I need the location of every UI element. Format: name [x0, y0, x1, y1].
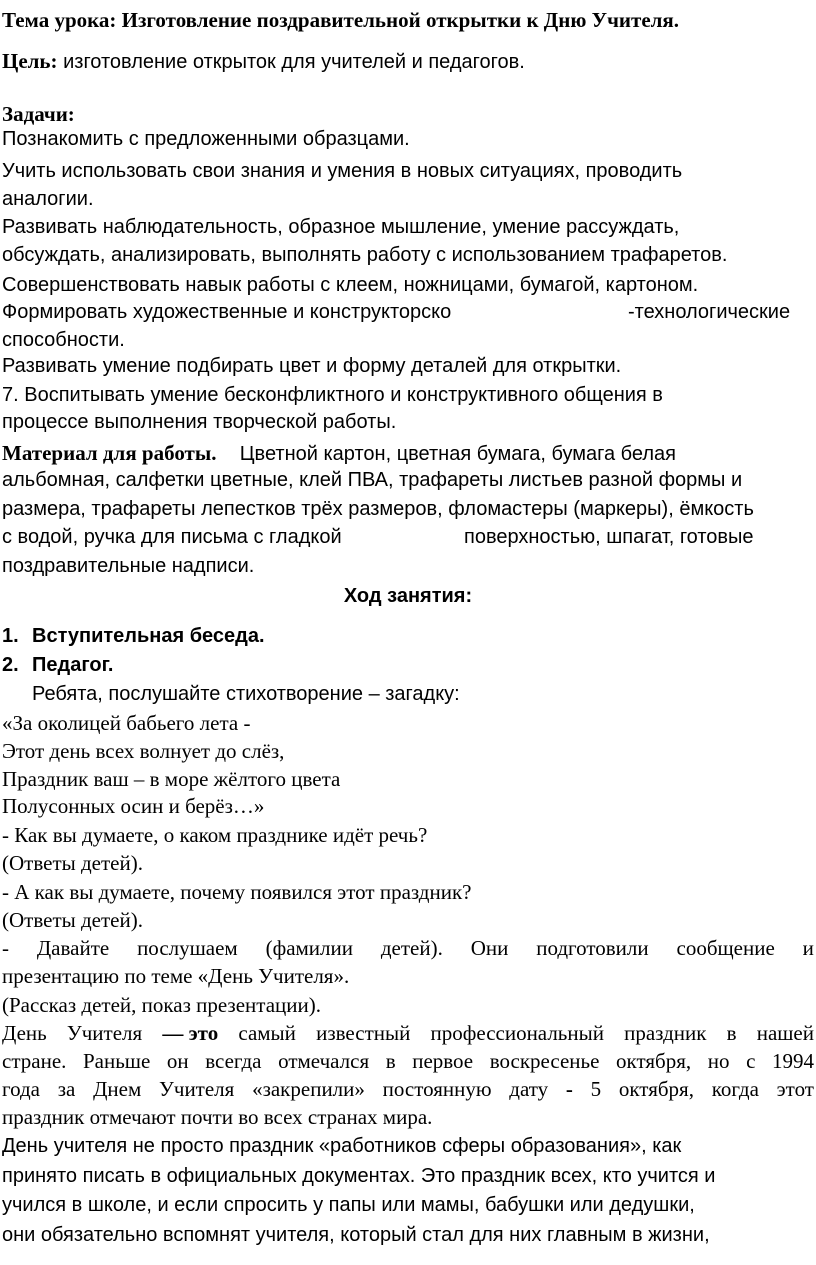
word: известный [316, 1021, 411, 1045]
word: когда [711, 1077, 759, 1101]
paragraph-line: презентацию по теме «День Учителя». [2, 964, 350, 988]
word: октября, [618, 1077, 694, 1101]
answer: (Ответы детей). [2, 851, 143, 875]
word: дату [509, 1077, 549, 1101]
task-line: процессе выполнения творческой работы. [2, 411, 397, 433]
tasks-heading: Задачи: [2, 102, 75, 126]
question: - Как вы думаете, о каком празднике идёт речь? [2, 823, 428, 847]
word: с [746, 1049, 756, 1073]
poem-line: «За околицей бабьего лета - [2, 711, 251, 735]
word: октября, [616, 1049, 692, 1073]
word: этот [776, 1077, 814, 1101]
materials-text: размера, трафареты лепестков трёх размеров, фломастеры (маркеры), ёмкость [2, 498, 754, 520]
word: - [565, 1077, 573, 1101]
task-line: Развивать наблюдательность, образное мышление, умение рассуждать, [2, 216, 680, 238]
word: но [707, 1049, 730, 1073]
justified-line [2, 1020, 814, 1046]
word: — это [162, 1021, 219, 1045]
word: «закрепили» [252, 1077, 365, 1101]
word: праздник [624, 1021, 707, 1045]
word: Давайте [36, 936, 110, 960]
word: детей). [380, 936, 443, 960]
word: нашей [756, 1021, 814, 1045]
task-line: Формировать художественные и конструкторско [2, 301, 452, 323]
word: 1994 [771, 1049, 814, 1073]
word: в [726, 1021, 737, 1045]
task-line: обсуждать, анализировать, выполнять работу с использованием трафаретов. [2, 244, 728, 266]
step-number: 2. [2, 654, 19, 676]
materials-label: Материал для работы. [2, 441, 217, 465]
answer: (Ответы детей). [2, 908, 143, 932]
word: (фамилии [265, 936, 353, 960]
word: он [166, 1049, 189, 1073]
paragraph-line: учился в школе, и если спросить у папы или мамы, бабушки или дедушки, [2, 1194, 695, 1216]
task-line-continuation: -технологические [628, 301, 791, 323]
word: Раньше [82, 1049, 151, 1073]
step-number: 1. [2, 625, 19, 647]
materials-text: поверхностью, шпагат, готовые [464, 526, 754, 548]
paragraph-line: День учителя не просто праздник «работников сферы образования», как [2, 1135, 682, 1157]
word: и [802, 936, 814, 960]
task-line: Совершенствовать навык работы с клеем, ножницами, бумагой, картоном. [2, 274, 699, 296]
paragraph-line: принято писать в официальных документах. Это праздник всех, кто учится и [2, 1165, 716, 1187]
poem-line: Праздник ваш – в море жёлтого цвета [2, 767, 341, 791]
materials-text: Цветной картон, цветная бумага, бумага белая [239, 443, 676, 465]
goal-text: изготовление открыток для учителей и педагогов. [57, 51, 525, 73]
task-line: аналогии. [2, 188, 94, 210]
task-line: Учить использовать свои знания и умения в новых ситуациях, проводить [2, 160, 683, 182]
word: в [385, 1049, 396, 1073]
materials-text: с водой, ручка для письма с гладкой [2, 526, 342, 548]
justified-line [2, 935, 814, 961]
word: воскресенье [489, 1049, 600, 1073]
question: - А как вы думаете, почему появился этот праздник? [2, 880, 472, 904]
word: стране. [2, 1049, 67, 1073]
word: 5 [590, 1077, 602, 1101]
lesson-step [2, 623, 265, 649]
word: постоянную [382, 1077, 492, 1101]
poem-line: Этот день всех волнует до слёз, [2, 739, 285, 763]
poem-intro: Ребята, послушайте стихотворение – загадку: [32, 683, 460, 705]
step-text: Педагог. [32, 654, 114, 676]
paragraph-line: (Рассказ детей, показ презентации). [2, 993, 321, 1017]
word: - [2, 936, 9, 960]
task-line: способности. [2, 329, 125, 351]
goal-label: Цель: [2, 49, 58, 73]
word: отмечался [278, 1049, 370, 1073]
word: Они [470, 936, 509, 960]
materials-line [2, 440, 676, 467]
word: первое [412, 1049, 474, 1073]
task-line: Познакомить с предложенными образцами. [2, 128, 410, 150]
word: профессиональный [430, 1021, 604, 1045]
word: года [2, 1077, 40, 1101]
justified-line [2, 1076, 814, 1102]
justified-line [2, 1048, 814, 1074]
goal-line [2, 48, 525, 75]
paragraph-line: праздник отмечают почти во всех странах мира. [2, 1105, 433, 1129]
poem-line: Полусонных осин и берёз…» [2, 794, 265, 818]
word: самый [238, 1021, 296, 1045]
step-text: Вступительная беседа. [32, 625, 265, 647]
task-line: Развивать умение подбирать цвет и форму деталей для открытки. [2, 355, 622, 377]
word: подготовили [536, 936, 649, 960]
word: за [57, 1077, 76, 1101]
lesson-topic: Тема урока: Изготовление поздравительной открытки к Дню Учителя. [2, 8, 680, 32]
task-line: 7. Воспитывать умение бесконфликтного и конструктивного общения в [2, 384, 663, 406]
paragraph-line: они обязательно вспомнят учителя, который стал для них главным в жизни, [2, 1224, 710, 1246]
lesson-heading: Ход занятия: [343, 585, 473, 607]
lesson-step [2, 652, 113, 678]
word: Учителя [159, 1077, 235, 1101]
word: День [2, 1021, 47, 1045]
word: Днем [93, 1077, 142, 1101]
materials-text: поздравительные надписи. [2, 555, 255, 577]
word: Учителя [66, 1021, 143, 1045]
word: всегда [205, 1049, 262, 1073]
materials-text: альбомная, салфетки цветные, клей ПВА, трафареты листьев разной формы и [2, 469, 743, 491]
word: послушаем [137, 936, 238, 960]
word: сообщение [676, 936, 775, 960]
